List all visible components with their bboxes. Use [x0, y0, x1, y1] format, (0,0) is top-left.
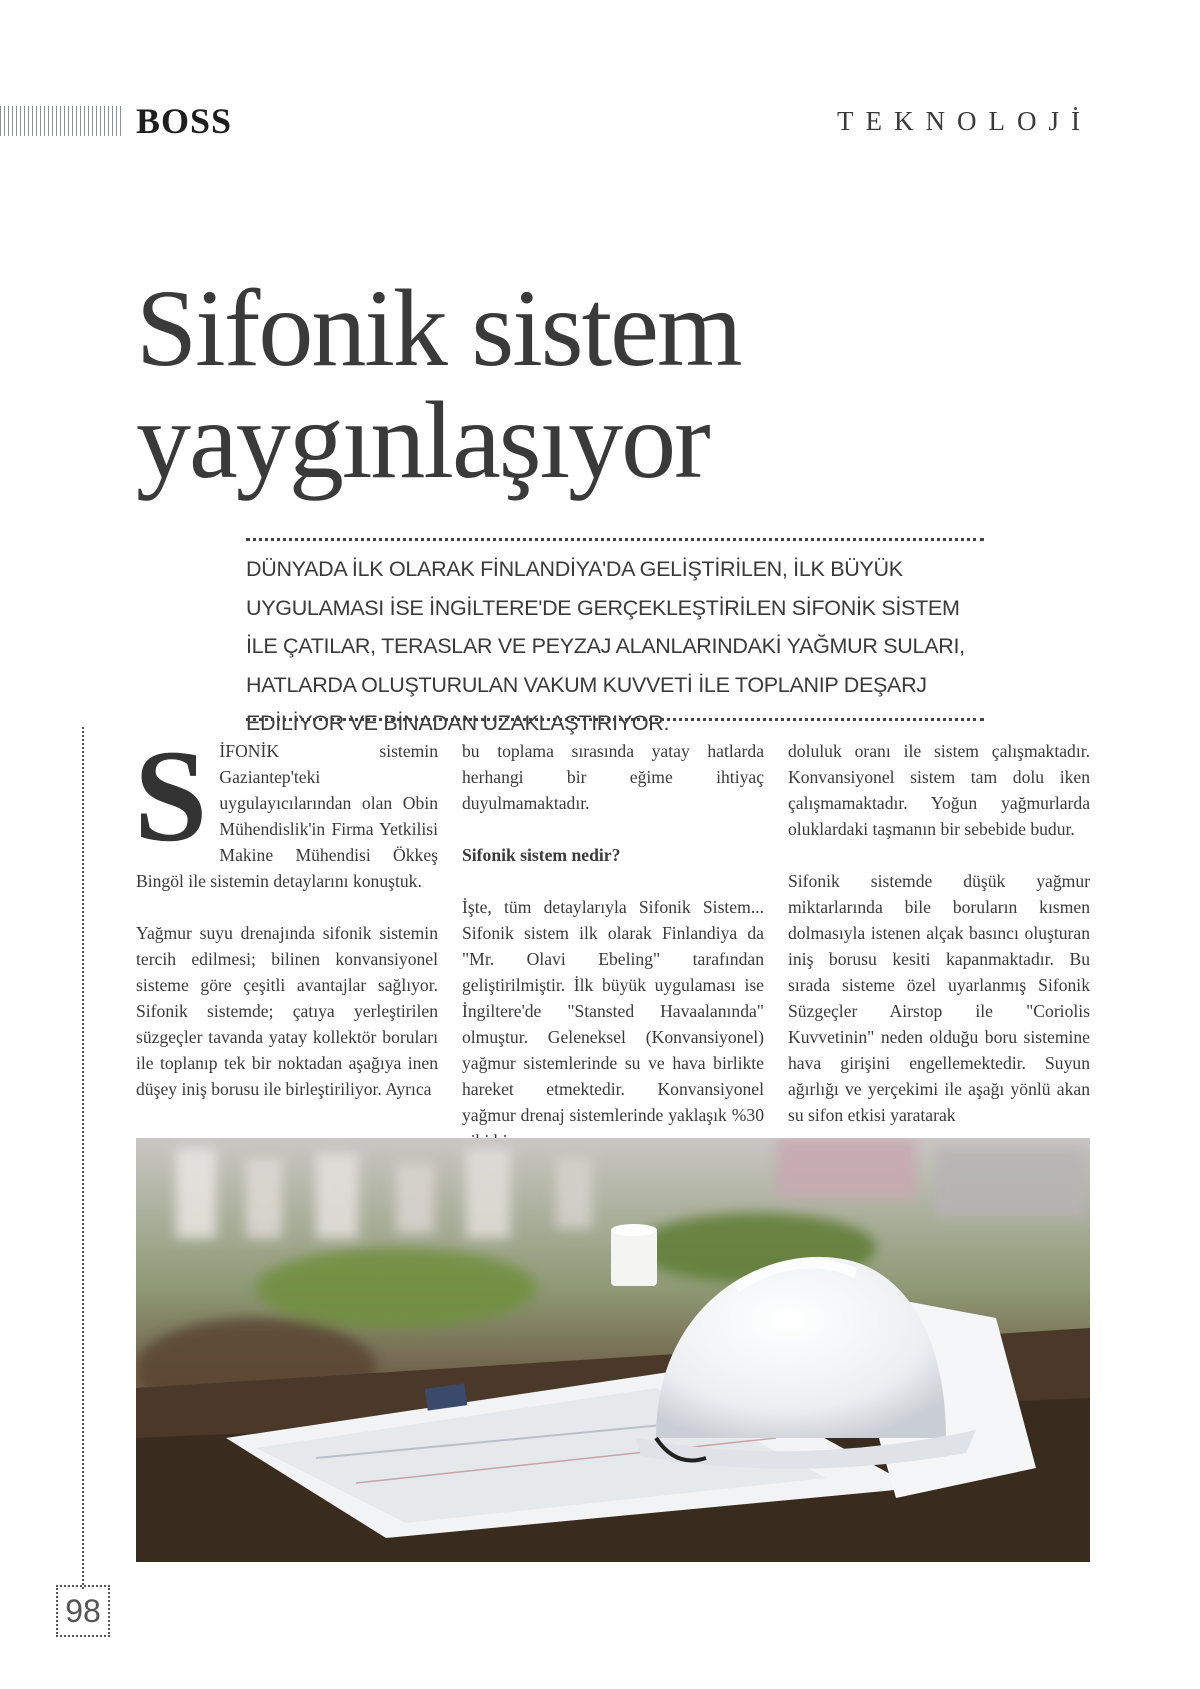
article-lead: DÜNYADA İLK OLARAK FİNLANDİYA'DA GELİŞTİRİLEN, İLK BÜYÜK UYGULAMASI İSE İNGİLTERE'DE GERÇEKLEŞTİRİLEN SİFONİK SİSTEM İLE ÇATILAR, TERASLAR VE PEYZAJ ALANLARINDAKİ YAĞMUR SULARI, HATLARDA OLUŞTURULAN VAKUM KUVVETİ İLE TOPLANIP DEŞARJ EDİLİYOR VE BİNADAN UZAKLAŞTIRIYOR.: [246, 557, 965, 735]
col2-subheading: Sifonik sistem nedir?: [462, 845, 621, 865]
header-stripes: [0, 106, 122, 136]
article-title: [136, 267, 1036, 501]
title-line-2: yaygınlaşıyor: [136, 379, 709, 501]
col3-paragraph-2: Sifonik sistemde düşük yağmur miktarlarında bile boruların kısmen dolmasıyla istenen alçak basıncı oluşturan iniş borusu kesiti kapanmaktadır. Bu sırada sisteme özel uyarlanmış Sifonik Süzgeçler Airstop ile "Coriolis Kuvvetinin" neden olduğu boru sistemine hava girişini engellemektedir. Suyun ağırlığı ve yerçekimi ile aşağı yönlü akan su sifon etkisi yaratarak: [788, 871, 1090, 1125]
col1-p1-text: İFONİK sistemin Gaziantep'teki uygulayıcılarından olan Obin Mühendislik'in Firma Yetkilisi Makine Mühendisi Ökkeş Bingöl ile sistemin detaylarını konuştuk.: [136, 741, 438, 891]
hardhat-blueprint-illustration: [136, 1138, 1090, 1562]
column-2: [462, 738, 764, 1154]
column-1: [134, 722, 438, 1102]
article-photo: [136, 1138, 1090, 1562]
column-3: [788, 738, 1090, 1128]
col2-paragraph-1: bu toplama sırasında yatay hatlarda herhangi bir eğime ihtiyaç duyulmamaktadır.: [462, 741, 764, 813]
col1-paragraph-2: Yağmur suyu drenajında sifonik sistemin tercih edilmesi; bilinen konvansiyonel sisteme göre çeşitli avantajlar sağlıyor. Sifonik sistemde; çatıya yerleştirilen süzgeçler tavanda yatay kollektör boruları ile toplanıp tek bir noktadan aşağıya inen düşey iniş borusu ile birleştiriliyor. Ayrıca: [136, 923, 438, 1099]
page-number: 98: [56, 1585, 110, 1637]
title-line-1: Sifonik sistem: [136, 267, 741, 389]
col3-paragraph-1: doluluk oranı ile sistem çalışmaktadır. Konvansiyonel sistem tam dolu iken çalışmamaktadır. Yoğun yağmurlarda oluklardaki taşmanın bir sebebide budur.: [788, 741, 1090, 839]
margin-dotted-line: [82, 727, 84, 1589]
col1-paragraph-1: [134, 722, 438, 894]
drop-cap: S: [134, 722, 208, 869]
col2-paragraph-2: İşte, tüm detaylarıyla Sifonik Sistem... Sifonik sistem ilk olarak Finlandiya da "Mr. Olavi Ebeling" tarafından geliştirilmiştir. İlk büyük uygulaması ise İngiltere'de "Stansted Havaalanında" olmuştur. Geleneksel (Konvansiyonel) yağmur sistemlerinde su ve hava birlikte hareket etmektedir. Konvansiyonel yağmur drenaj sistemlerinde yaklaşık %30: [462, 897, 764, 1125]
brand-logo: BOSS: [136, 101, 233, 141]
section-label: TEKNOLOJİ: [837, 106, 1092, 136]
lead-top-rule: [246, 538, 984, 541]
lead-bottom-rule: [246, 718, 984, 721]
